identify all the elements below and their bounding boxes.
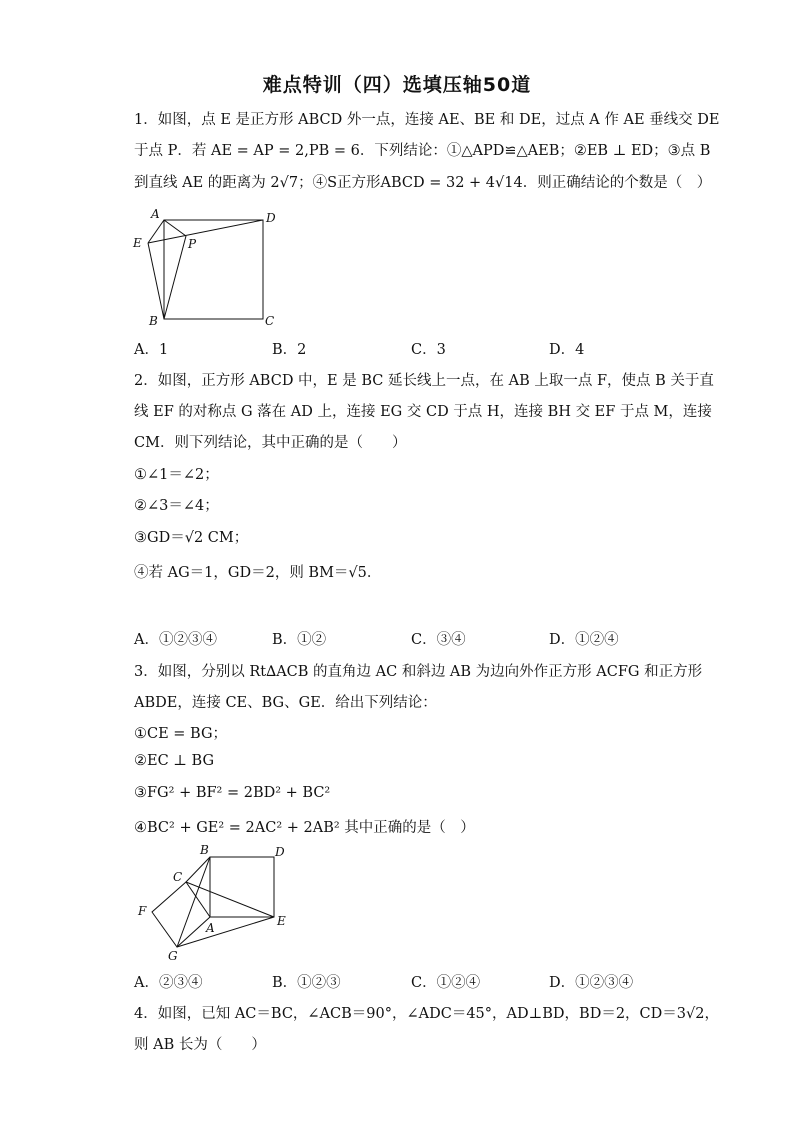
q2-line-3: CM．则下列结论，其中正确的是（ ）: [134, 435, 407, 451]
q3-label-g: G: [168, 949, 178, 963]
q2-option-b: B．①②: [272, 632, 327, 648]
q3-option-b: B．①②③: [272, 975, 341, 991]
q3-label-d: D: [275, 845, 285, 859]
q3-line-1: 3．如图，分别以 Rt∆ACB 的直角边 AC 和斜边 AB 为边向外作正方形 ACFG 和正方形: [134, 664, 703, 680]
q2-option-a: A．①②③④: [134, 632, 217, 648]
q3-option-a: A．②③④: [134, 975, 203, 991]
q1-line-1: 1．如图，点 E 是正方形 ABCD 外一点，连接 AE、BE 和 DE，过点 A 作 AE 垂线交 DE: [134, 112, 720, 128]
q3-option-c: C．①②④: [411, 975, 481, 991]
q3-segment-ge: [177, 917, 274, 947]
q3-label-c: C: [173, 870, 183, 884]
q4-line-2: 则 AB 长为（ ）: [134, 1037, 266, 1053]
q3-line-2: ABDE，连接 CE、BG、GE．给出下列结论：: [134, 695, 437, 711]
q1-option-b: B．2: [272, 342, 307, 358]
q3-option-d: D．①②③④: [549, 975, 634, 991]
q4-line-1: 4．如图，已知 AC＝BC，∠ACB＝90°，∠ADC＝45°，AD⊥BD，BD＝2，CD＝3√2，: [134, 1006, 719, 1022]
q3-label-e: E: [277, 914, 286, 928]
q2-conclusion-1: ①∠1＝∠2；: [134, 467, 219, 483]
q2-line-1: 2．如图，正方形 ABCD 中，E 是 BC 延长线上一点，在 AB 上取一点 F，使点 B 关于直: [134, 373, 714, 389]
q1-label-b: B: [149, 314, 158, 328]
q1-option-c: C．3: [411, 342, 446, 358]
q1-segment-ea: [148, 220, 164, 243]
q3-squares-figure: [130, 842, 295, 967]
q3-diag-helper: [210, 857, 274, 917]
q2-conclusion-4: ④若 AG＝1，GD＝2，则 BM＝√5．: [134, 565, 382, 581]
q2-option-c: C．③④: [411, 632, 466, 648]
q1-line-2: 于点 P．若 AE = AP = 2,PB = 6．下列结论：①△APD≌△AEB；②EB ⊥ ED；③点 B: [134, 143, 711, 159]
q3-square-abde-top: [210, 857, 274, 917]
q2-line-2: 线 EF 的对称点 G 落在 AD 上，连接 EG 交 CD 于点 H，连接 BH 交 EF 于点 M，连接: [134, 404, 712, 420]
q1-label-e: E: [133, 236, 142, 250]
q1-label-p: P: [188, 237, 197, 251]
q3-label-b: B: [200, 843, 209, 857]
q3-label-f: F: [138, 904, 147, 918]
q1-square-figure: [128, 205, 283, 330]
q1-label-d: D: [266, 211, 276, 225]
q1-option-d: D．4: [549, 342, 585, 358]
q1-label-c: C: [265, 314, 275, 328]
q2-conclusion-3: ③GD＝√2 CM；: [134, 530, 249, 546]
q1-line-3: 到直线 AE 的距离为 2√7；④S正方形ABCD = 32 + 4√14．则正确结论的个数是（ ）: [134, 175, 712, 191]
q3-conclusion-1: ①CE = BG；: [134, 726, 228, 742]
q1-segment-ap: [164, 220, 186, 236]
page-title: 难点特训（四）选填压轴50道: [262, 74, 532, 96]
q2-conclusion-2: ②∠3＝∠4；: [134, 498, 219, 514]
q3-conclusion-4: ④BC² + GE² = 2AC² + 2AB² 其中正确的是（ ）: [134, 820, 475, 836]
q3-conclusion-3: ③FG² + BF² = 2BD² + BC²: [134, 785, 331, 801]
q1-option-a: A．1: [134, 342, 169, 358]
q1-segment-eb: [148, 243, 164, 319]
q3-label-a: A: [206, 921, 215, 935]
q2-option-d: D．①②④: [549, 632, 619, 648]
q1-square-abcd: [164, 220, 263, 319]
q1-segment-bp: [164, 236, 186, 319]
q3-conclusion-2: ②EC ⊥ BG: [134, 753, 215, 769]
q3-segment-cb: [186, 857, 210, 882]
q1-segment-ed: [148, 220, 263, 243]
q1-label-a: A: [151, 207, 160, 221]
